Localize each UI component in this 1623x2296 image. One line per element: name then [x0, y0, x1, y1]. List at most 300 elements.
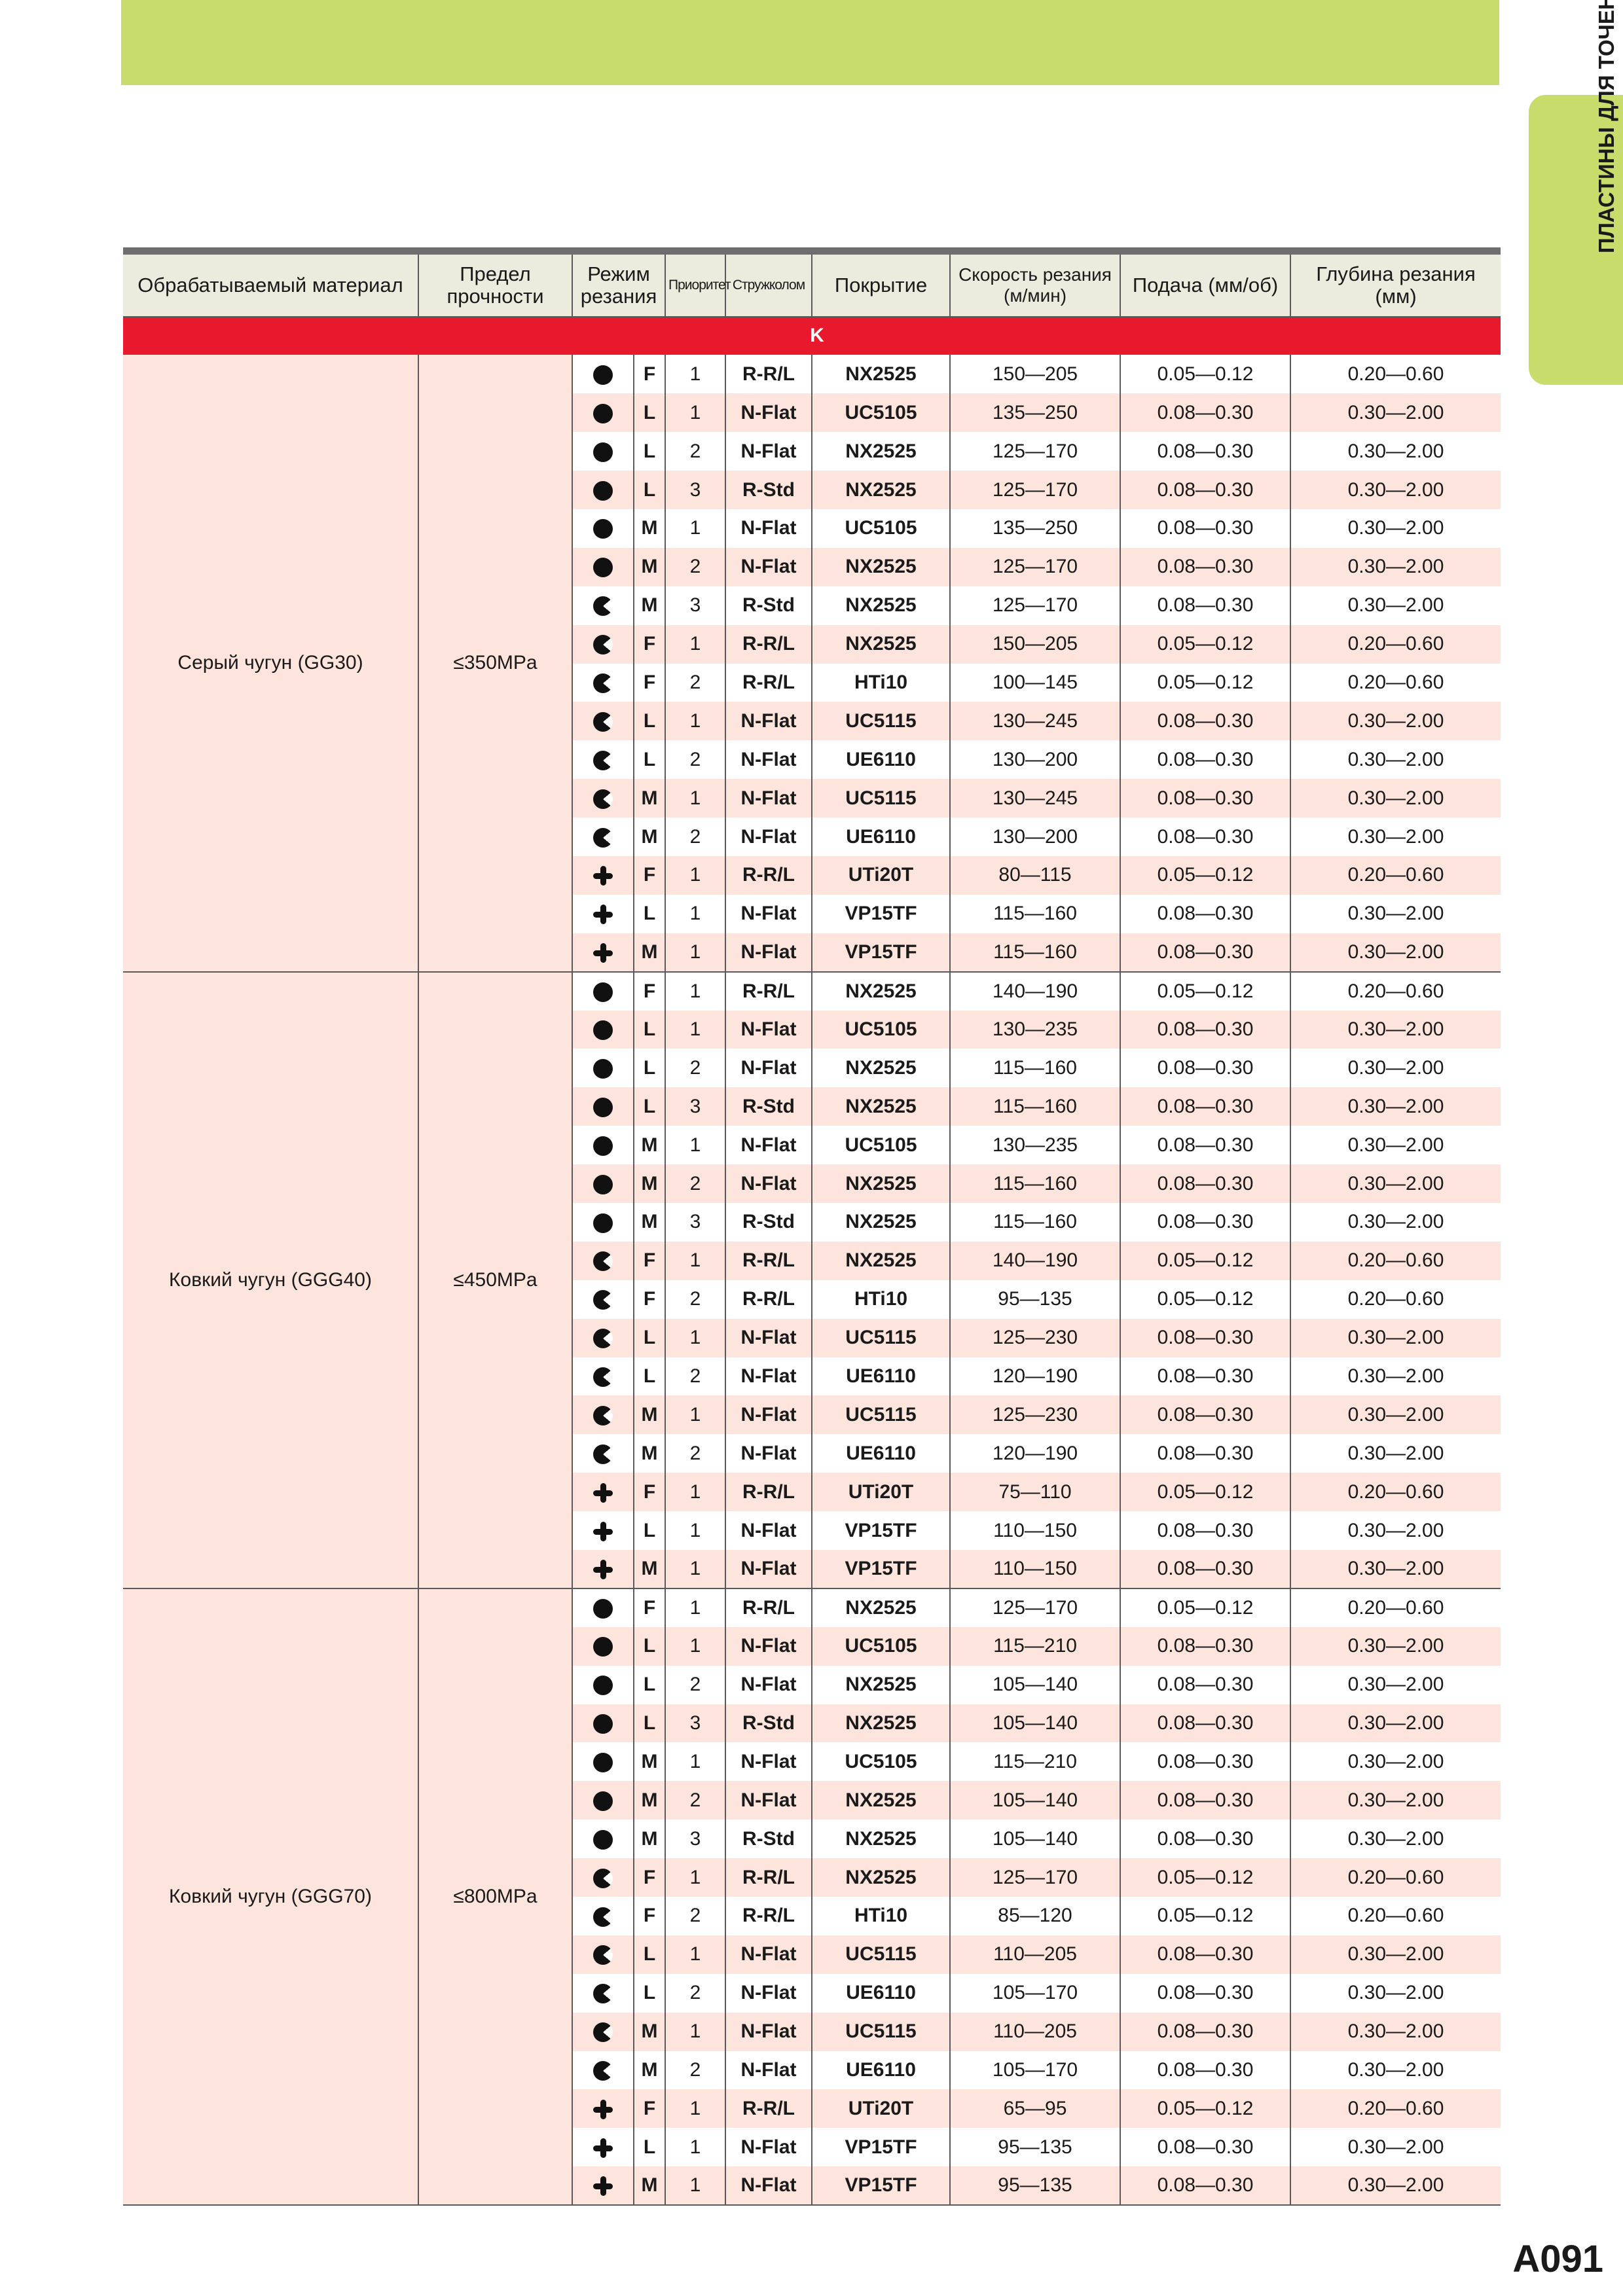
mode-cell: M: [634, 1164, 665, 1203]
speed-cell: 115—160: [950, 895, 1120, 933]
grade-cell: UE6110: [812, 1974, 950, 2013]
symbol-cell: [572, 1858, 634, 1897]
feed-cell: 0.05—0.12: [1120, 972, 1290, 1011]
depth-cell: 0.20—0.60: [1347, 363, 1444, 385]
depth-cell: 0.20—0.60: [1290, 1242, 1501, 1280]
depth-cell: 0.30—2.00: [1290, 1087, 1501, 1126]
partial-circle-icon: [593, 635, 613, 655]
symbol-cell: [572, 1742, 634, 1781]
chipbreaker-cell: N-Flat: [725, 1781, 812, 1820]
feed-cell: 0.08—0.30: [1120, 1319, 1290, 1357]
priority-cell: 3: [665, 471, 725, 509]
speed-cell: 105—140: [950, 1781, 1120, 1820]
priority-cell: 1: [665, 1588, 725, 1627]
feed-cell: 0.08—0.30: [1120, 509, 1290, 548]
grade-cell: NX2525: [812, 1588, 950, 1627]
depth-cell: 0.30—2.00: [1290, 1319, 1501, 1357]
header-depth: Глубина резания (мм): [1290, 251, 1501, 317]
feed-cell: 0.08—0.30: [1120, 1511, 1290, 1550]
feed-cell: 0.05—0.12: [1120, 355, 1290, 393]
feed-cell: 0.05—0.12: [1120, 1280, 1290, 1319]
depth-cell: 0.30—2.00: [1347, 1982, 1444, 2004]
speed-cell: 130—200: [950, 817, 1120, 856]
mode-cell: L: [634, 432, 665, 471]
chipbreaker-cell: R-R/L: [725, 1588, 812, 1627]
grade-cell: VP15TF: [812, 895, 950, 933]
chipbreaker-cell: R-R/L: [725, 2089, 812, 2128]
filled-circle-icon: [593, 1020, 613, 1040]
header-grade: Покрытие: [812, 251, 950, 317]
speed-cell: 125—170: [950, 1858, 1120, 1897]
chipbreaker-cell: N-Flat: [725, 817, 812, 856]
symbol-cell: [572, 1820, 634, 1858]
speed-cell: 110—205: [950, 2013, 1120, 2051]
depth-cell: 0.30—2.00: [1290, 1395, 1501, 1434]
grade-cell: UC5105: [812, 393, 950, 432]
priority-cell: 3: [665, 586, 725, 625]
feed-cell: 0.08—0.30: [1120, 1704, 1290, 1743]
speed-cell: 125—230: [950, 1319, 1120, 1357]
filled-circle-icon: [593, 1136, 613, 1156]
chipbreaker-cell: R-R/L: [725, 856, 812, 895]
symbol-cell: [572, 1280, 634, 1319]
priority-cell: 1: [665, 1511, 725, 1550]
speed-cell: 115—160: [950, 1203, 1120, 1242]
depth-cell: 0.30—2.00: [1347, 2059, 1444, 2081]
feed-cell: 0.08—0.30: [1120, 1395, 1290, 1434]
filled-circle-icon: [593, 365, 613, 385]
feed-cell: 0.08—0.30: [1120, 1011, 1290, 1049]
symbol-cell: [572, 702, 634, 740]
chipbreaker-cell: R-Std: [725, 1203, 812, 1242]
mode-cell: L: [634, 702, 665, 740]
speed-cell: 105—140: [950, 1704, 1120, 1743]
depth-cell: 0.30—2.00: [1347, 1365, 1444, 1387]
filled-circle-icon: [593, 1213, 613, 1233]
symbol-cell: [572, 895, 634, 933]
symbol-cell: [572, 1164, 634, 1203]
depth-cell: 0.30—2.00: [1290, 1781, 1501, 1820]
cross-symbol-icon: [593, 2138, 613, 2158]
priority-cell: 1: [665, 1126, 725, 1164]
speed-cell: 135—250: [950, 509, 1120, 548]
header-material: Обрабатываемый материал: [123, 251, 418, 317]
priority-cell: 1: [665, 393, 725, 432]
speed-cell: 130—235: [950, 1126, 1120, 1164]
cross-symbol-icon: [593, 866, 613, 886]
section-row-k: [123, 317, 1501, 355]
feed-cell: 0.05—0.12: [1120, 664, 1290, 702]
speed-cell: 80—115: [950, 856, 1120, 895]
chipbreaker-cell: N-Flat: [725, 1434, 812, 1473]
grade-cell: HTi10: [812, 1280, 950, 1319]
priority-cell: 2: [665, 1164, 725, 1203]
symbol-cell: [572, 1588, 634, 1627]
filled-circle-icon: [593, 1830, 613, 1850]
mode-cell: M: [634, 817, 665, 856]
header-chipbreaker: Стружколом: [725, 251, 812, 317]
chipbreaker-cell: N-Flat: [725, 1049, 812, 1087]
mode-cell: L: [634, 1049, 665, 1087]
speed-cell: 140—190: [950, 972, 1120, 1011]
partial-circle-icon: [593, 1907, 613, 1927]
priority-cell: 2: [665, 1357, 725, 1396]
symbol-cell: [572, 2128, 634, 2166]
symbol-cell: [572, 779, 634, 817]
filled-circle-icon: [593, 982, 613, 1002]
grade-cell: NX2525: [812, 1781, 950, 1820]
depth-cell: 0.30—2.00: [1347, 1827, 1444, 1850]
chipbreaker-cell: N-Flat: [725, 509, 812, 548]
depth-cell: 0.30—2.00: [1347, 1519, 1444, 1541]
speed-cell: 120—190: [950, 1434, 1120, 1473]
mode-cell: F: [634, 625, 665, 664]
priority-cell: 2: [665, 1434, 725, 1473]
symbol-cell: [572, 1319, 634, 1357]
partial-circle-icon: [593, 828, 613, 848]
priority-cell: 1: [665, 2166, 725, 2205]
feed-cell: 0.08—0.30: [1120, 586, 1290, 625]
mode-cell: L: [634, 1666, 665, 1704]
speed-cell: 115—160: [950, 1049, 1120, 1087]
mode-cell: L: [634, 1319, 665, 1357]
chipbreaker-cell: N-Flat: [725, 432, 812, 471]
mode-cell: M: [634, 1781, 665, 1820]
grade-cell: NX2525: [812, 1666, 950, 1704]
partial-circle-icon: [593, 1406, 613, 1426]
symbol-cell: [572, 2166, 634, 2205]
grade-cell: NX2525: [812, 1704, 950, 1743]
priority-cell: 1: [665, 1242, 725, 1280]
partial-circle-icon: [593, 712, 613, 732]
depth-cell: 0.30—2.00: [1290, 1550, 1501, 1588]
grade-cell: UC5115: [812, 779, 950, 817]
material-cell: Серый чугун (GG30): [123, 355, 418, 971]
speed-cell: 110—205: [950, 1935, 1120, 1974]
page-number: A091: [1512, 2238, 1603, 2280]
speed-cell: 75—110: [950, 1473, 1120, 1511]
depth-cell: 0.30—2.00: [1347, 903, 1444, 925]
grade-cell: NX2525: [812, 1203, 950, 1242]
chipbreaker-cell: N-Flat: [725, 1357, 812, 1396]
chipbreaker-cell: N-Flat: [725, 1974, 812, 2013]
priority-cell: 3: [665, 1203, 725, 1242]
priority-cell: 1: [665, 856, 725, 895]
grade-cell: NX2525: [812, 1164, 950, 1203]
chipbreaker-cell: R-Std: [725, 1820, 812, 1858]
depth-cell: 0.20—0.60: [1347, 1905, 1444, 1927]
grade-cell: NX2525: [812, 1858, 950, 1897]
grade-cell: NX2525: [812, 586, 950, 625]
chipbreaker-cell: N-Flat: [725, 702, 812, 740]
grade-cell: UE6110: [812, 817, 950, 856]
grade-cell: NX2525: [812, 1820, 950, 1858]
chipbreaker-cell: N-Flat: [725, 1319, 812, 1357]
depth-cell: 0.30—2.00: [1347, 1750, 1444, 1772]
filled-circle-icon: [593, 1753, 613, 1772]
grade-cell: NX2525: [812, 1087, 950, 1126]
priority-cell: 1: [665, 1935, 725, 1974]
chipbreaker-cell: N-Flat: [725, 933, 812, 972]
partial-circle-icon: [593, 1329, 613, 1348]
symbol-cell: [572, 1203, 634, 1242]
feed-cell: 0.08—0.30: [1120, 1935, 1290, 1974]
speed-cell: 100—145: [950, 664, 1120, 702]
feed-cell: 0.08—0.30: [1120, 1049, 1290, 1087]
mode-cell: L: [634, 471, 665, 509]
chipbreaker-cell: N-Flat: [725, 740, 812, 779]
mode-cell: F: [634, 1280, 665, 1319]
feed-cell: 0.08—0.30: [1120, 1087, 1290, 1126]
grade-cell: UC5115: [812, 1319, 950, 1357]
grade-cell: UC5115: [812, 702, 950, 740]
feed-cell: 0.05—0.12: [1120, 625, 1290, 664]
strength-cell: ≤350MPa: [418, 355, 572, 971]
priority-cell: 2: [665, 740, 725, 779]
speed-cell: 115—160: [950, 933, 1120, 972]
speed-cell: 125—170: [950, 1588, 1120, 1627]
mode-cell: F: [634, 355, 665, 393]
symbol-cell: [572, 1049, 634, 1087]
feed-cell: 0.08—0.30: [1120, 1974, 1290, 2013]
table-row: [123, 1588, 1501, 1627]
mode-cell: M: [634, 779, 665, 817]
priority-cell: 2: [665, 817, 725, 856]
symbol-cell: [572, 2089, 634, 2128]
depth-cell: 0.30—2.00: [1290, 1627, 1501, 1666]
partial-circle-icon: [593, 2061, 613, 2081]
symbol-cell: [572, 740, 634, 779]
chipbreaker-cell: R-R/L: [725, 1280, 812, 1319]
mode-cell: L: [634, 2128, 665, 2166]
priority-cell: 1: [665, 1011, 725, 1049]
grade-cell: UC5115: [812, 1935, 950, 1974]
grade-cell: UC5105: [812, 509, 950, 548]
filled-circle-icon: [593, 404, 613, 423]
symbol-cell: [572, 856, 634, 895]
priority-cell: 2: [665, 1974, 725, 2013]
chipbreaker-cell: R-R/L: [725, 972, 812, 1011]
mode-cell: L: [634, 1511, 665, 1550]
symbol-cell: [572, 1434, 634, 1473]
feed-cell: 0.08—0.30: [1120, 432, 1290, 471]
priority-cell: 2: [665, 664, 725, 702]
priority-cell: 2: [665, 1666, 725, 1704]
chipbreaker-cell: R-R/L: [725, 355, 812, 393]
chipbreaker-cell: N-Flat: [725, 2013, 812, 2051]
chipbreaker-cell: R-R/L: [725, 1473, 812, 1511]
chipbreaker-cell: N-Flat: [725, 1935, 812, 1974]
mode-cell: F: [634, 1858, 665, 1897]
depth-cell: 0.20—0.60: [1290, 856, 1501, 895]
mode-cell: L: [634, 1935, 665, 1974]
chipbreaker-cell: N-Flat: [725, 393, 812, 432]
symbol-cell: [572, 1395, 634, 1434]
depth-cell: 0.20—0.60: [1290, 1858, 1501, 1897]
mode-cell: L: [634, 740, 665, 779]
priority-cell: 1: [665, 2089, 725, 2128]
speed-cell: 140—190: [950, 1242, 1120, 1280]
mode-cell: M: [634, 2051, 665, 2090]
partial-circle-icon: [593, 1444, 613, 1464]
priority-cell: 1: [665, 1858, 725, 1897]
feed-cell: 0.08—0.30: [1120, 548, 1290, 586]
speed-cell: 95—135: [950, 2128, 1120, 2166]
mode-cell: M: [634, 509, 665, 548]
mode-cell: F: [634, 664, 665, 702]
mode-cell: F: [634, 2089, 665, 2128]
mode-cell: M: [634, 586, 665, 625]
chipbreaker-cell: N-Flat: [725, 1742, 812, 1781]
speed-cell: 125—170: [950, 471, 1120, 509]
filled-circle-icon: [593, 1791, 613, 1811]
priority-cell: 1: [665, 355, 725, 393]
depth-cell: 0.30—2.00: [1347, 440, 1444, 462]
priority-cell: 1: [665, 895, 725, 933]
grade-cell: UC5105: [812, 1742, 950, 1781]
depth-cell: 0.30—2.00: [1290, 1704, 1501, 1743]
speed-cell: 150—205: [950, 355, 1120, 393]
symbol-cell: [572, 1935, 634, 1974]
feed-cell: 0.08—0.30: [1120, 471, 1290, 509]
cutting-conditions-table: [123, 247, 1501, 2206]
priority-cell: 1: [665, 779, 725, 817]
feed-cell: 0.08—0.30: [1120, 2166, 1290, 2205]
grade-cell: VP15TF: [812, 2128, 950, 2166]
grade-cell: UTi20T: [812, 856, 950, 895]
priority-cell: 2: [665, 2051, 725, 2090]
priority-cell: 1: [665, 933, 725, 972]
grade-cell: UC5105: [812, 1126, 950, 1164]
partial-circle-icon: [593, 789, 613, 809]
priority-cell: 1: [665, 1473, 725, 1511]
symbol-cell: [572, 1357, 634, 1396]
filled-circle-icon: [593, 558, 613, 577]
feed-cell: 0.05—0.12: [1120, 1897, 1290, 1935]
symbol-cell: [572, 664, 634, 702]
speed-cell: 105—170: [950, 2051, 1120, 2090]
filled-circle-icon: [593, 1714, 613, 1734]
header-mode: Режим резания: [572, 251, 665, 317]
grade-cell: UTi20T: [812, 1473, 950, 1511]
symbol-cell: [572, 1011, 634, 1049]
feed-cell: 0.08—0.30: [1120, 702, 1290, 740]
speed-cell: 135—250: [950, 393, 1120, 432]
chipbreaker-cell: N-Flat: [725, 1164, 812, 1203]
grade-cell: UE6110: [812, 1357, 950, 1396]
feed-cell: 0.05—0.12: [1120, 856, 1290, 895]
speed-cell: 105—140: [950, 1820, 1120, 1858]
cross-symbol-icon: [593, 2176, 613, 2196]
mode-cell: F: [634, 1242, 665, 1280]
grade-cell: NX2525: [812, 1049, 950, 1087]
feed-cell: 0.08—0.30: [1120, 1742, 1290, 1781]
speed-cell: 85—120: [950, 1897, 1120, 1935]
grade-cell: NX2525: [812, 972, 950, 1011]
feed-cell: 0.08—0.30: [1120, 2051, 1290, 2090]
filled-circle-icon: [593, 1637, 613, 1657]
depth-cell: 0.30—2.00: [1290, 393, 1501, 432]
priority-cell: 1: [665, 972, 725, 1011]
priority-cell: 1: [665, 1627, 725, 1666]
feed-cell: 0.08—0.30: [1120, 1550, 1290, 1588]
mode-cell: M: [634, 2013, 665, 2051]
filled-circle-icon: [593, 481, 613, 501]
priority-cell: 1: [665, 702, 725, 740]
priority-cell: 3: [665, 1704, 725, 1743]
chipbreaker-cell: R-R/L: [725, 664, 812, 702]
grade-cell: NX2525: [812, 548, 950, 586]
table-row: [123, 972, 1501, 1011]
partial-circle-icon: [593, 1945, 613, 1965]
depth-cell: 0.20—0.60: [1290, 625, 1501, 664]
speed-cell: 150—205: [950, 625, 1120, 664]
mode-cell: F: [634, 1897, 665, 1935]
partial-circle-icon: [593, 596, 613, 616]
symbol-cell: [572, 1242, 634, 1280]
speed-cell: 130—245: [950, 779, 1120, 817]
chipbreaker-cell: R-Std: [725, 586, 812, 625]
partial-circle-icon: [593, 1290, 613, 1310]
symbol-cell: [572, 625, 634, 664]
depth-cell: 0.30—2.00: [1290, 702, 1501, 740]
chipbreaker-cell: N-Flat: [725, 1550, 812, 1588]
depth-cell: 0.30—2.00: [1290, 933, 1501, 972]
depth-cell: 0.30—2.00: [1347, 825, 1444, 848]
filled-circle-icon: [593, 519, 613, 539]
mode-cell: F: [634, 856, 665, 895]
side-tab-label: [1594, 164, 1619, 253]
priority-cell: 1: [665, 2128, 725, 2166]
speed-cell: 115—160: [950, 1164, 1120, 1203]
mode-cell: L: [634, 895, 665, 933]
material-cell: Ковкий чугун (GGG40): [123, 972, 418, 1588]
feed-cell: 0.05—0.12: [1120, 1473, 1290, 1511]
grade-cell: NX2525: [812, 355, 950, 393]
depth-cell: 0.30—2.00: [1347, 2136, 1444, 2158]
symbol-cell: [572, 1704, 634, 1743]
mode-cell: M: [634, 1203, 665, 1242]
speed-cell: 115—160: [950, 1087, 1120, 1126]
strength-cell: ≤800MPa: [418, 1588, 572, 2205]
symbol-cell: [572, 1627, 634, 1666]
section-label: K: [123, 317, 1501, 355]
depth-cell: 0.30—2.00: [1290, 2166, 1501, 2205]
priority-cell: 2: [665, 1781, 725, 1820]
chipbreaker-cell: R-R/L: [725, 1897, 812, 1935]
feed-cell: 0.08—0.30: [1120, 933, 1290, 972]
mode-cell: F: [634, 972, 665, 1011]
feed-cell: 0.08—0.30: [1120, 817, 1290, 856]
symbol-cell: [572, 548, 634, 586]
mode-cell: L: [634, 1974, 665, 2013]
filled-circle-icon: [593, 1098, 613, 1117]
chipbreaker-cell: R-Std: [725, 1704, 812, 1743]
chipbreaker-cell: N-Flat: [725, 1666, 812, 1704]
grade-cell: UE6110: [812, 740, 950, 779]
depth-cell: 0.30—2.00: [1347, 594, 1444, 617]
depth-cell: 0.30—2.00: [1347, 1056, 1444, 1079]
speed-cell: 95—135: [950, 1280, 1120, 1319]
feed-cell: 0.08—0.30: [1120, 1781, 1290, 1820]
feed-cell: 0.08—0.30: [1120, 895, 1290, 933]
depth-cell: 0.30—2.00: [1347, 1442, 1444, 1464]
priority-cell: 1: [665, 2013, 725, 2051]
cross-symbol-icon: [593, 1560, 613, 1579]
feed-cell: 0.05—0.12: [1120, 1588, 1290, 1627]
grade-cell: VP15TF: [812, 1550, 950, 1588]
feed-cell: 0.05—0.12: [1120, 2089, 1290, 2128]
